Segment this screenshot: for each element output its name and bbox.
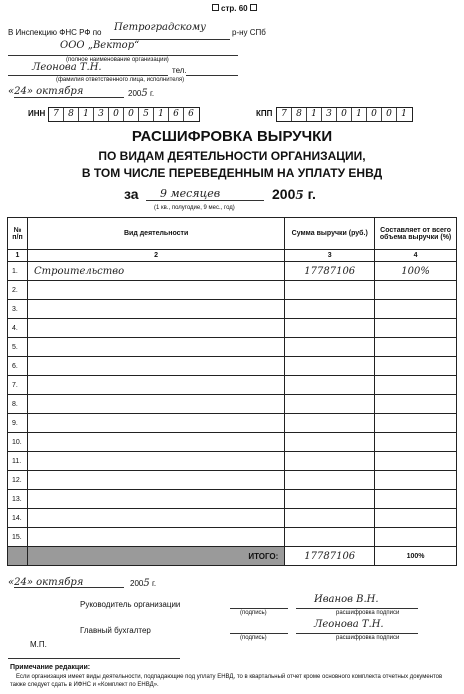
row-share[interactable] xyxy=(375,281,457,300)
row-share[interactable] xyxy=(375,300,457,319)
inn-digit: 7 xyxy=(49,108,64,121)
inn-digit: 1 xyxy=(154,108,169,121)
row-activity[interactable] xyxy=(27,528,284,547)
row-sum[interactable] xyxy=(285,395,375,414)
row-number[interactable]: 2. xyxy=(8,281,28,300)
row-share[interactable] xyxy=(375,395,457,414)
kpp-digit: 3 xyxy=(322,108,337,121)
inn-digit: 0 xyxy=(109,108,124,121)
row-activity[interactable]: Строительство xyxy=(27,262,284,281)
responsible-caption: (фамилия ответственного лица, исполнителя) xyxy=(56,77,185,83)
row-number[interactable]: 7. xyxy=(8,376,28,395)
table-row xyxy=(8,319,457,338)
row-sum[interactable] xyxy=(285,471,375,490)
square-icon xyxy=(212,4,219,11)
table-row xyxy=(8,338,457,357)
row-sum[interactable] xyxy=(285,319,375,338)
row-activity[interactable] xyxy=(27,281,284,300)
table-row xyxy=(8,281,457,300)
total-sum: 17787106 xyxy=(285,547,375,566)
note-title: Примечание редакции: xyxy=(10,664,91,671)
org-name-caption: (полное наименование организации) xyxy=(66,57,169,63)
row-sum[interactable] xyxy=(285,357,375,376)
inn-digit: 0 xyxy=(124,108,139,121)
footer-date: «24» октября xyxy=(8,577,84,588)
row-number[interactable]: 10. xyxy=(8,433,28,452)
table-row xyxy=(8,414,457,433)
stamp-placeholder: М.П. xyxy=(30,640,47,649)
accountant-sign-caption: (подпись) xyxy=(240,635,267,641)
head-name: Иванов В.Н. xyxy=(314,594,379,605)
row-share[interactable] xyxy=(375,528,457,547)
row-share[interactable] xyxy=(375,509,457,528)
square-icon xyxy=(250,4,257,11)
row-sum[interactable] xyxy=(285,300,375,319)
row-activity[interactable] xyxy=(27,414,284,433)
accountant-name: Леонова Т.Н. xyxy=(314,619,384,630)
row-share[interactable] xyxy=(375,357,457,376)
period-year: 2005 г. xyxy=(272,186,316,202)
row-number[interactable]: 14. xyxy=(8,509,28,528)
inn-digit: 5 xyxy=(139,108,154,121)
table-row xyxy=(8,452,457,471)
row-sum[interactable] xyxy=(285,433,375,452)
row-activity[interactable] xyxy=(27,452,284,471)
row-number[interactable]: 8. xyxy=(8,395,28,414)
inn-digit: 1 xyxy=(79,108,94,121)
accountant-label: Главный бухгалтер xyxy=(80,626,151,635)
table-row xyxy=(8,490,457,509)
row-number[interactable]: 1. xyxy=(8,262,28,281)
row-number[interactable]: 13. xyxy=(8,490,28,509)
table-row xyxy=(8,509,457,528)
doc-title-line3: В ТОМ ЧИСЛЕ ПЕРЕВЕДЕННЫМ НА УПЛАТУ ЕНВД xyxy=(81,166,383,180)
row-number[interactable]: 4. xyxy=(8,319,28,338)
table-row xyxy=(8,471,457,490)
kpp-field[interactable] xyxy=(276,107,413,122)
row-number[interactable]: 11. xyxy=(8,452,28,471)
row-activity[interactable] xyxy=(27,395,284,414)
row-share[interactable] xyxy=(375,452,457,471)
row-activity[interactable] xyxy=(27,338,284,357)
row-sum[interactable] xyxy=(285,376,375,395)
row-share[interactable] xyxy=(375,490,457,509)
inn-digit: 6 xyxy=(169,108,184,121)
row-share[interactable] xyxy=(375,319,457,338)
head-label: Руководитель организации xyxy=(80,600,181,609)
kpp-digit: 0 xyxy=(382,108,397,121)
kpp-digit: 0 xyxy=(337,108,352,121)
table-row xyxy=(8,376,457,395)
table-row xyxy=(8,395,457,414)
row-number[interactable]: 5. xyxy=(8,338,28,357)
head-sign-caption: (подпись) xyxy=(240,610,267,616)
total-label: ИТОГО: xyxy=(27,547,284,566)
col-header-share: Составляет от всего объема выручки (%) xyxy=(375,218,457,250)
row-share[interactable] xyxy=(375,414,457,433)
page-number-label: стр. 60 xyxy=(212,4,257,13)
row-activity[interactable] xyxy=(27,376,284,395)
row-number[interactable]: 9. xyxy=(8,414,28,433)
row-activity[interactable] xyxy=(27,319,284,338)
total-share: 100% xyxy=(375,547,457,566)
row-sum[interactable]: 17787106 xyxy=(285,262,375,281)
row-share[interactable] xyxy=(375,338,457,357)
row-share[interactable] xyxy=(375,376,457,395)
row-sum[interactable] xyxy=(285,281,375,300)
doc-title-line2: ПО ВИДАМ ДЕЯТЕЛЬНОСТИ ОРГАНИЗАЦИИ, xyxy=(98,149,366,163)
row-number[interactable]: 15. xyxy=(8,528,28,547)
inspection-prefix: В Инспекцию ФНС РФ по xyxy=(8,28,102,37)
row-activity[interactable] xyxy=(27,490,284,509)
table-row xyxy=(8,262,457,281)
header-date: «24» октября xyxy=(8,86,84,97)
row-activity[interactable] xyxy=(27,357,284,376)
row-sum[interactable] xyxy=(285,414,375,433)
kpp-digit: 1 xyxy=(307,108,322,121)
row-activity[interactable] xyxy=(27,471,284,490)
row-number[interactable]: 3. xyxy=(8,300,28,319)
row-number[interactable]: 12. xyxy=(8,471,28,490)
row-sum[interactable] xyxy=(285,509,375,528)
period-caption: (1 кв., полугодие, 9 мес., год) xyxy=(154,205,235,211)
kpp-digit: 1 xyxy=(401,109,407,119)
table-row xyxy=(8,357,457,376)
kpp-label: КПП xyxy=(256,109,273,118)
row-sum[interactable] xyxy=(285,490,375,509)
row-activity[interactable] xyxy=(27,300,284,319)
row-activity[interactable] xyxy=(27,433,284,452)
period-value: 9 месяцев xyxy=(160,187,221,200)
row-share[interactable] xyxy=(375,471,457,490)
row-activity[interactable] xyxy=(27,509,284,528)
inn-digit: 8 xyxy=(64,108,79,121)
table-row xyxy=(8,433,457,452)
kpp-digit: 8 xyxy=(292,108,307,121)
inn-field[interactable] xyxy=(48,107,200,122)
inspection-suffix: р-ну СПб xyxy=(232,28,266,37)
kpp-digit: 0 xyxy=(367,108,382,121)
responsible-value: Леонова Т.Н. xyxy=(32,62,102,73)
row-sum[interactable] xyxy=(285,528,375,547)
table-row xyxy=(8,300,457,319)
row-number[interactable]: 6. xyxy=(8,357,28,376)
doc-title-line1: РАСШИФРОВКА ВЫРУЧКИ xyxy=(131,128,333,145)
inn-digit: 6 xyxy=(188,109,194,119)
row-share[interactable]: 100% xyxy=(375,262,457,281)
total-row xyxy=(8,547,457,566)
row-sum[interactable] xyxy=(285,452,375,471)
col-header-activity: Вид деятельности xyxy=(27,218,284,250)
org-name-value: ООО „Вектор“ xyxy=(60,40,140,51)
table-row xyxy=(8,528,457,547)
inn-digit: 3 xyxy=(94,108,109,121)
accountant-decode-caption: расшифровка подписи xyxy=(336,635,400,641)
row-share[interactable] xyxy=(375,433,457,452)
revenue-table: № п/п Вид деятельности Сумма выручки (руб.) Составляет от всего объема выручки (%) 1 2 3 4 1. Строительство 17787106 100% 2. 3. 4. 5. 6. 7. 8. 9. 10. 11. 12. 13. 14. 15. ИТОГО: 17787106 100% xyxy=(7,217,457,566)
kpp-digit: 1 xyxy=(352,108,367,121)
kpp-digit: 7 xyxy=(277,108,292,121)
note-text: Если организация имеет виды деятельности, подпадающие под уплату ЕНВД, то в квартальный отчет кроме основного комплекта отчетных документов также следует сдать в ИФНС и «Комплект по ЕНВД». xyxy=(10,674,443,688)
inn-label: ИНН xyxy=(28,109,46,118)
tel-label: тел. xyxy=(172,66,187,75)
col-header-sum: Сумма выручки (руб.) xyxy=(285,218,375,250)
row-sum[interactable] xyxy=(285,338,375,357)
inspection-value: Петроградскому xyxy=(114,22,206,33)
col-header-no: № п/п xyxy=(8,218,28,250)
period-prefix: за xyxy=(124,186,139,202)
head-decode-caption: расшифровка подписи xyxy=(336,610,400,616)
